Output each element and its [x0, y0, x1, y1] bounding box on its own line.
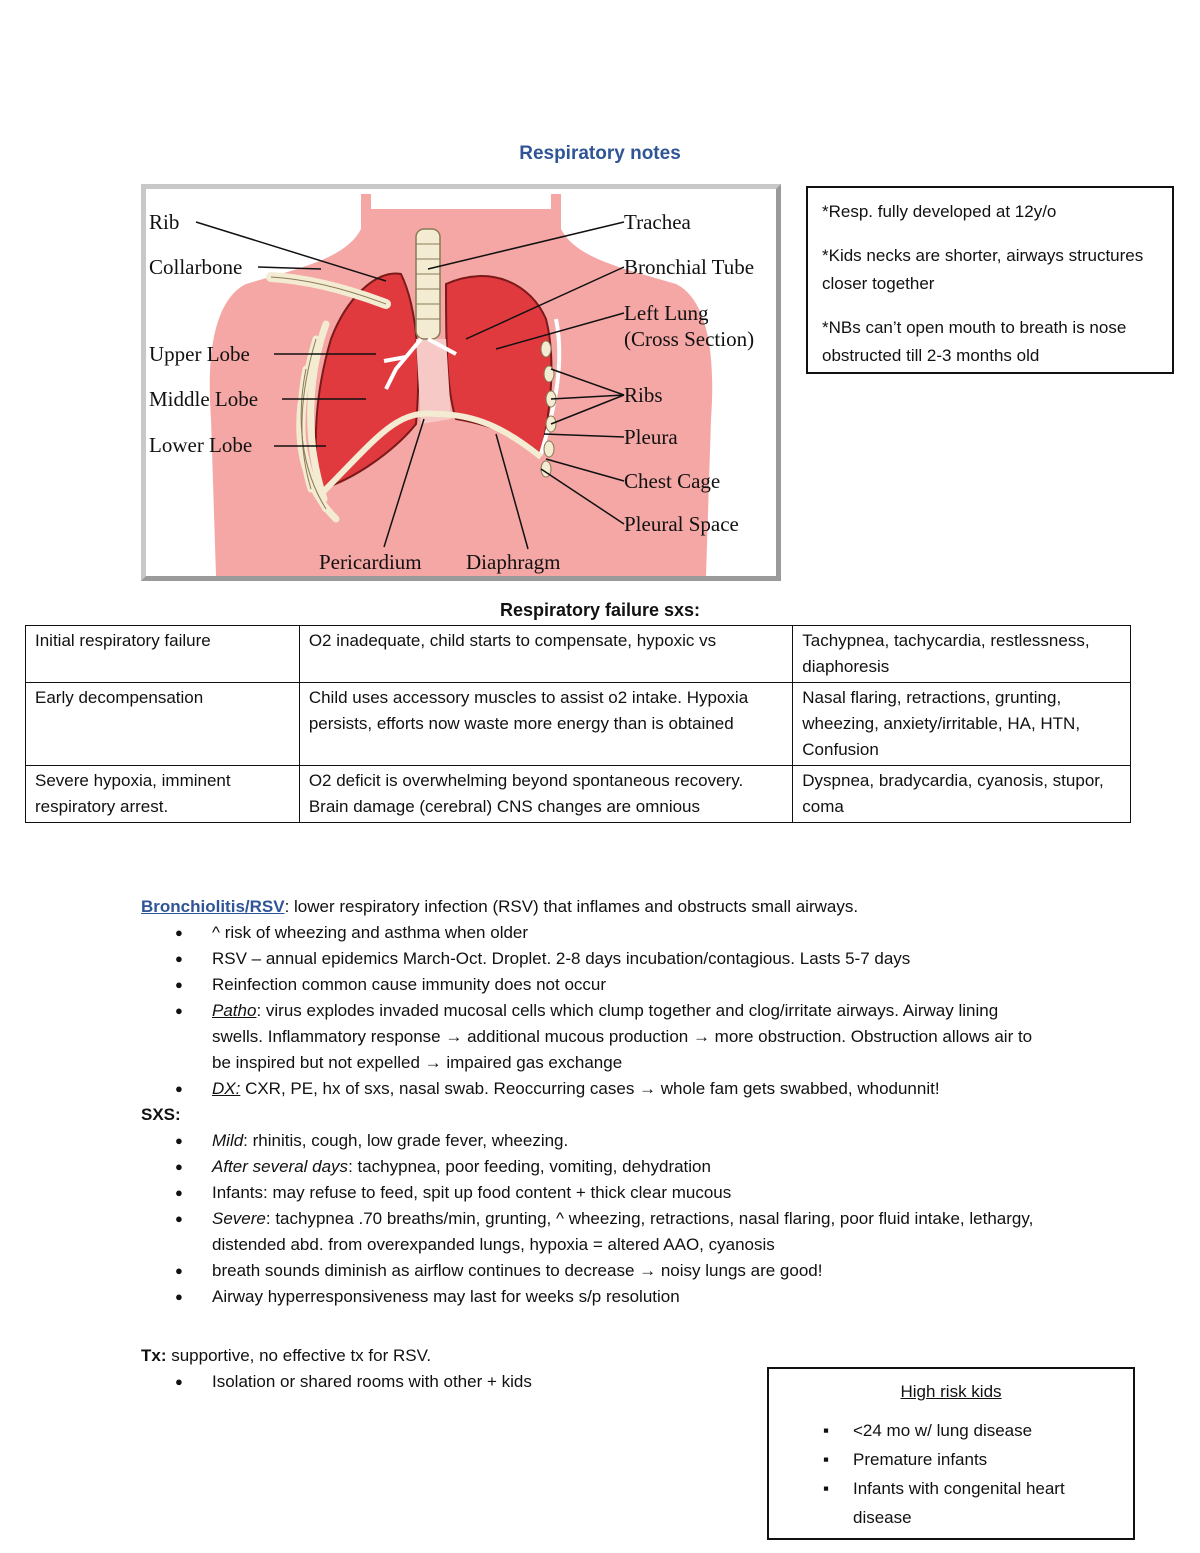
label-left-lung: Left Lung — [624, 301, 709, 325]
list-item: ● ^ risk of wheezing and asthma when older — [141, 920, 1101, 946]
trachea — [416, 229, 440, 339]
list-item — [141, 998, 1101, 1076]
high-risk-list — [779, 1416, 1123, 1532]
label-ribs: Ribs — [624, 383, 663, 407]
table-row — [26, 626, 1131, 683]
several-days-label: After several days — [212, 1157, 349, 1176]
severe-text: : tachypnea .70 breaths/min, grunting, ^ wheezing, retractions, nasal flaring, poor fluid intake, lethargy, distended abd. from overexpanded lungs, hypoxia = altered AAO, cyanosis — [212, 1209, 1034, 1254]
label-pleura: Pleura — [624, 425, 678, 449]
table-cell: Early decompensation — [26, 683, 300, 766]
table-cell: Tachypnea, tachycardia, restlessness, diaphoresis — [793, 626, 1131, 683]
lung-diagram — [146, 189, 776, 576]
list-item: ● Infants: may refuse to feed, spit up food content + thick clear mucous — [141, 1180, 1101, 1206]
table-cell: Severe hypoxia, imminent respiratory arrest. — [26, 766, 300, 823]
label-lower-lobe: Lower Lobe — [149, 433, 253, 457]
table-cell: Child uses accessory muscles to assist o2 intake. Hypoxia persists, efforts now waste more energy than is obtained — [299, 683, 792, 766]
list-item: ● breath sounds diminish as airflow continues to decrease → noisy lungs are good! — [141, 1258, 1101, 1284]
label-bronchial-tube: Bronchial Tube — [624, 255, 755, 279]
high-risk-heading: High risk kids — [900, 1382, 1002, 1401]
failure-table — [25, 625, 1131, 823]
list-item: ● RSV – annual epidemics March-Oct. Droplet. 2-8 days incubation/contagious. Lasts 5-7 days — [141, 946, 1101, 972]
sxs-heading: SXS: — [141, 1105, 181, 1124]
table-cell: O2 deficit is overwhelming beyond spontaneous recovery. Brain damage (cerebral) CNS changes are omnious — [299, 766, 792, 823]
table-row — [26, 766, 1131, 823]
label-pericardium: Pericardium — [319, 550, 422, 574]
tx-list — [141, 1369, 741, 1395]
label-pleural-space: Pleural Space — [624, 512, 739, 536]
bronchiolitis-heading: Bronchiolitis/RSV — [141, 897, 285, 916]
list-item: ▪ Premature infants — [779, 1445, 1123, 1474]
neck — [371, 189, 551, 209]
severe-label: Severe — [212, 1209, 266, 1228]
patho-text: : virus explodes invaded mucosal cells which clump together and clog/irritate airways. Airway lining swells. Inflammatory response → additional mucous production → more obstruction. Obstruction allows air to be inspired but not expelled → impaired gas exchange — [212, 1001, 1033, 1072]
tx-text: supportive, no effective tx for RSV. — [166, 1346, 432, 1365]
label-upper-lobe: Upper Lobe — [149, 342, 250, 366]
label-rib: Rib — [149, 210, 180, 234]
bronchiolitis-list — [141, 920, 1101, 1102]
table-row — [26, 683, 1131, 766]
label-middle-lobe: Middle Lobe — [149, 387, 259, 411]
list-item: ▪ <24 mo w/ lung disease — [779, 1416, 1123, 1445]
list-item — [141, 1154, 1101, 1180]
lung-anatomy-figure — [141, 184, 781, 581]
mild-text: : rhinitis, cough, low grade fever, wheezing. — [243, 1131, 569, 1150]
bronchiolitis-intro — [141, 894, 1101, 920]
note-line: *NBs can’t open mouth to breath is nose obstructed till 2-3 months old — [822, 318, 1127, 365]
list-item: ● Isolation or shared rooms with other + kids — [141, 1369, 741, 1395]
sxs-list — [141, 1128, 1101, 1310]
label-diaphragm: Diaphragm — [466, 550, 561, 574]
list-item — [141, 1076, 1101, 1102]
patho-label: Patho — [212, 1001, 257, 1020]
dx-text: CXR, PE, hx of sxs, nasal swab. Reoccurring cases → whole fam gets swabbed, whodunnit! — [240, 1079, 940, 1098]
dx-label: DX: — [212, 1079, 241, 1098]
bronchiolitis-section — [141, 894, 1101, 1310]
failure-table-title: Respiratory failure sxs: — [499, 600, 701, 620]
several-days-text: : tachypnea, poor feeding, vomiting, dehydration — [348, 1157, 711, 1176]
table-cell: Dyspnea, bradycardia, cyanosis, stupor, coma — [793, 766, 1131, 823]
label-collarbone: Collarbone — [149, 255, 243, 279]
list-item: ▪ Infants with congenital heart disease — [779, 1474, 1123, 1532]
table-cell: Nasal flaring, retractions, grunting, wheezing, anxiety/irritable, HA, HTN, Confusion — [793, 683, 1131, 766]
page-title: Respiratory notes — [519, 143, 681, 164]
dev-notes-box — [806, 186, 1174, 374]
table-cell: O2 inadequate, child starts to compensate, hypoxic vs — [299, 626, 792, 683]
label-cross-section: (Cross Section) — [624, 327, 755, 351]
note-line: *Resp. fully developed at 12y/o — [822, 202, 1057, 221]
list-item — [141, 1206, 1101, 1258]
intro-text: : lower respiratory infection (RSV) that inflames and obstructs small airways. — [284, 897, 859, 916]
mild-label: Mild — [212, 1131, 244, 1150]
label-trachea: Trachea — [624, 210, 691, 234]
tx-heading: Tx: — [141, 1346, 167, 1365]
list-item — [141, 1128, 1101, 1154]
high-risk-box — [767, 1367, 1135, 1540]
list-item: ● Reinfection common cause immunity does not occur — [141, 972, 1101, 998]
label-chest-cage: Chest Cage — [624, 469, 721, 493]
note-line: *Kids necks are shorter, airways structures closer together — [822, 246, 1144, 293]
table-cell: Initial respiratory failure — [26, 626, 300, 683]
tx-section — [141, 1343, 741, 1395]
tx-line — [141, 1343, 741, 1369]
list-item: ● Airway hyperresponsiveness may last for weeks s/p resolution — [141, 1284, 1101, 1310]
